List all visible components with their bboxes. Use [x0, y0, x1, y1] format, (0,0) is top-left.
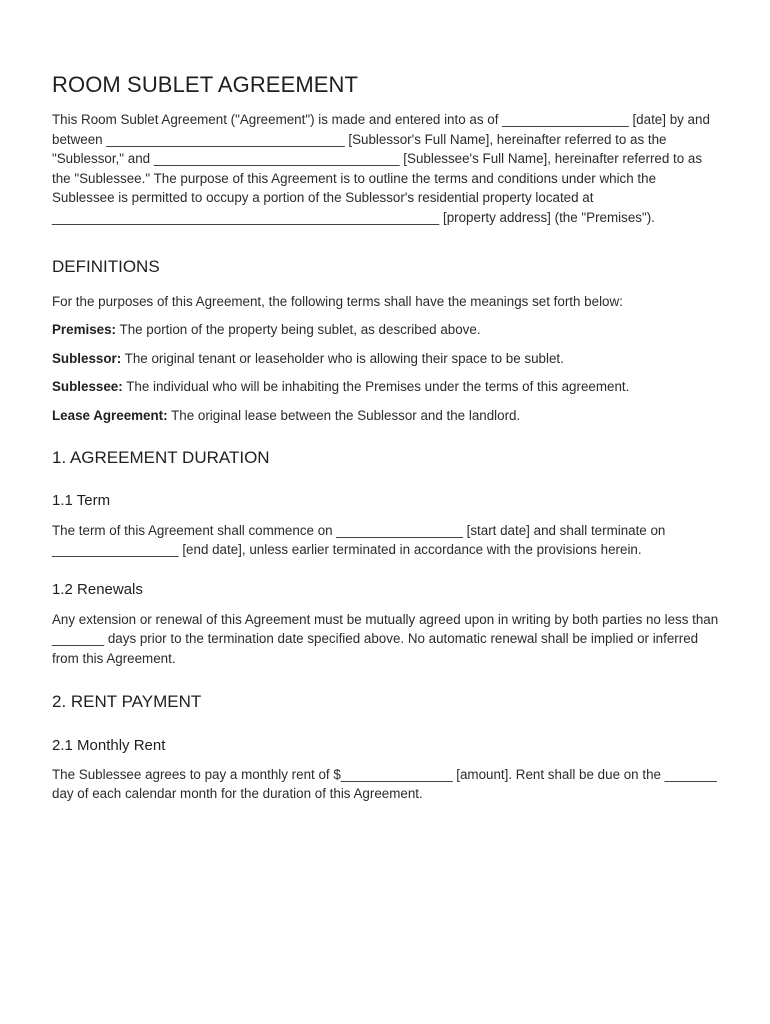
- subsection-term-heading: 1.1 Term: [52, 491, 111, 509]
- definition-lease-agreement: [52, 406, 720, 426]
- section-agreement-duration-heading: 1. AGREEMENT DURATION: [52, 447, 270, 467]
- subsection-renewals-heading: 1.2 Renewals: [52, 580, 143, 598]
- document-title: ROOM SUBLET AGREEMENT: [52, 72, 359, 97]
- definition-premises: [52, 320, 720, 340]
- definition-sublessor: [52, 349, 720, 369]
- definition-text: The original lease between the Sublessor and the landlord.: [167, 407, 521, 423]
- term-paragraph: The term of this Agreement shall commence on _________________ [start date] and shall terminate on _________________ [end date], unless earlier terminated in accordance with the provisions herein.: [52, 522, 666, 558]
- intro-paragraph: This Room Sublet Agreement ("Agreement") is made and entered into as of _________________ [date] by and between ________________________________ [Sublessor's Full Name], hereinafter referred to as the "Sublessor," and _________________________________ [Sublessee's Full Name], hereinafter referred to as the "Sublessee." The purpose of this Agreement is to outline the terms and conditions under which the Sublessee is permitted to occupy a portion of the Sublessor's residential property located at ____________________________________________________ [property address] (the "Premises").: [52, 112, 710, 225]
- definition-sublessee: [52, 377, 720, 397]
- subsection-monthly-rent-heading: 2.1 Monthly Rent: [52, 736, 166, 754]
- section-rent-payment-heading: 2. RENT PAYMENT: [52, 691, 202, 711]
- document-page: [52, 72, 720, 804]
- definition-text: The individual who will be inhabiting the Premises under the terms of this agreement.: [122, 379, 630, 395]
- definition-term: Lease Agreement:: [52, 407, 168, 423]
- renewals-paragraph: Any extension or renewal of this Agreement must be mutually agreed upon in writing by both parties no less than _______ days prior to the termination date specified above. No automatic renewal shall be implied or inferred from this Agreement.: [52, 611, 719, 666]
- monthly-rent-paragraph: The Sublessee agrees to pay a monthly rent of $_______________ [amount]. Rent shall be due on the _______ day of each calendar month for the duration of this Agreement.: [52, 766, 717, 802]
- definitions-heading: DEFINITIONS: [52, 256, 160, 276]
- definition-term: Premises:: [52, 322, 117, 338]
- definition-term: Sublessee:: [52, 379, 123, 395]
- definitions-lead: For the purposes of this Agreement, the following terms shall have the meanings set forth below:: [52, 293, 623, 309]
- definition-text: The portion of the property being sublet, as described above.: [116, 322, 481, 338]
- definition-text: The original tenant or leaseholder who is allowing their space to be sublet.: [121, 350, 564, 366]
- definition-term: Sublessor:: [52, 350, 122, 366]
